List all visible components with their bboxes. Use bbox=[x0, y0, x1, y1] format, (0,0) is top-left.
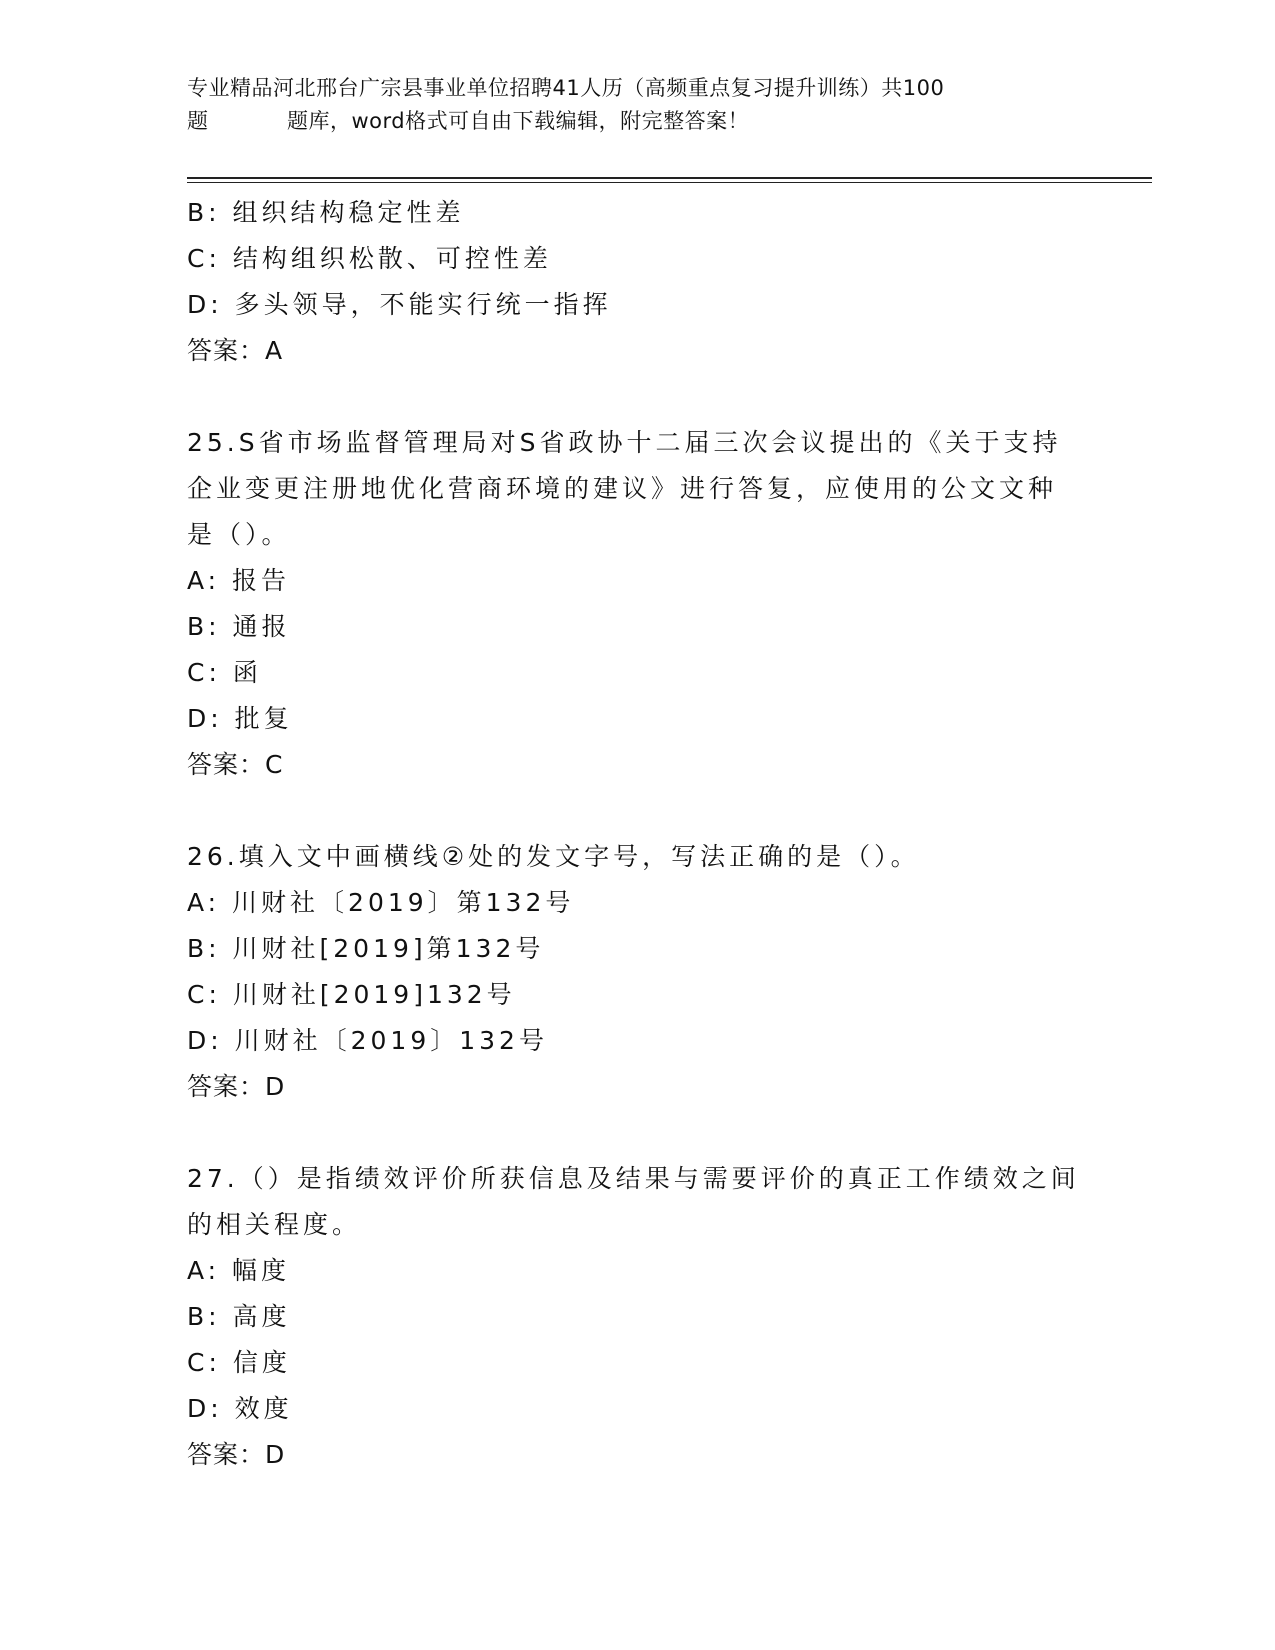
option-c: C: 信度 bbox=[187, 1348, 291, 1377]
option-a: A: 幅度 bbox=[187, 1256, 291, 1285]
spacer bbox=[187, 1110, 1087, 1156]
option-b: B: 通报 bbox=[187, 612, 291, 641]
header-line-2-prefix: 题 bbox=[187, 109, 209, 133]
spacer bbox=[187, 788, 1087, 834]
question-text-line: 26.填入文中画横线②处的发文字号，写法正确的是（）。 bbox=[187, 842, 920, 871]
question-24 bbox=[187, 190, 1087, 374]
answer-line: 答案：D bbox=[187, 1440, 286, 1469]
option-b: B: 川财社[2019]第132号 bbox=[187, 934, 545, 963]
header-line-1: 专业精品河北邢台广宗县事业单位招聘41人历（高频重点复习提升训练）共100 bbox=[187, 76, 945, 100]
option-a: A: 川财社〔2019〕第132号 bbox=[187, 888, 575, 917]
spacer bbox=[187, 374, 1087, 420]
question-text-line: 的相关程度。 bbox=[187, 1210, 362, 1239]
option-b: B: 高度 bbox=[187, 1302, 291, 1331]
question-27 bbox=[187, 1156, 1087, 1478]
option-d: D: 批复 bbox=[187, 704, 293, 733]
question-26 bbox=[187, 834, 1087, 1110]
document-header bbox=[187, 72, 1087, 138]
option-a: A: 报告 bbox=[187, 566, 291, 595]
option-c: C: 函 bbox=[187, 658, 262, 687]
header-line-2 bbox=[187, 105, 1087, 138]
question-25 bbox=[187, 420, 1087, 788]
question-text-line: 27.（）是指绩效评价所获信息及结果与需要评价的真正工作绩效之间 bbox=[187, 1164, 1080, 1193]
header-divider-thin bbox=[187, 182, 1152, 183]
question-list bbox=[187, 190, 1087, 1478]
answer-line: 答案：A bbox=[187, 336, 284, 365]
question-text-line: 25.S省市场监督管理局对S省政协十二届三次会议提出的《关于支持 bbox=[187, 428, 1062, 457]
option-c: C: 川财社[2019]132号 bbox=[187, 980, 516, 1009]
option-d: D: 效度 bbox=[187, 1394, 293, 1423]
option-b: B: 组织结构稳定性差 bbox=[187, 198, 465, 227]
question-text-line: 企业变更注册地优化营商环境的建议》进行答复，应使用的公文文种 bbox=[187, 474, 1058, 503]
header-divider-thick bbox=[187, 177, 1152, 179]
question-text-line: 是（）。 bbox=[187, 520, 291, 549]
answer-line: 答案：D bbox=[187, 1072, 286, 1101]
option-d: D: 川财社〔2019〕132号 bbox=[187, 1026, 548, 1055]
answer-line: 答案：C bbox=[187, 750, 284, 779]
option-d: D: 多头领导，不能实行统一指挥 bbox=[187, 290, 612, 319]
header-line-2-rest: 题库，word格式可自由下载编辑，附完整答案！ bbox=[287, 109, 750, 133]
option-c: C: 结构组织松散、可控性差 bbox=[187, 244, 552, 273]
